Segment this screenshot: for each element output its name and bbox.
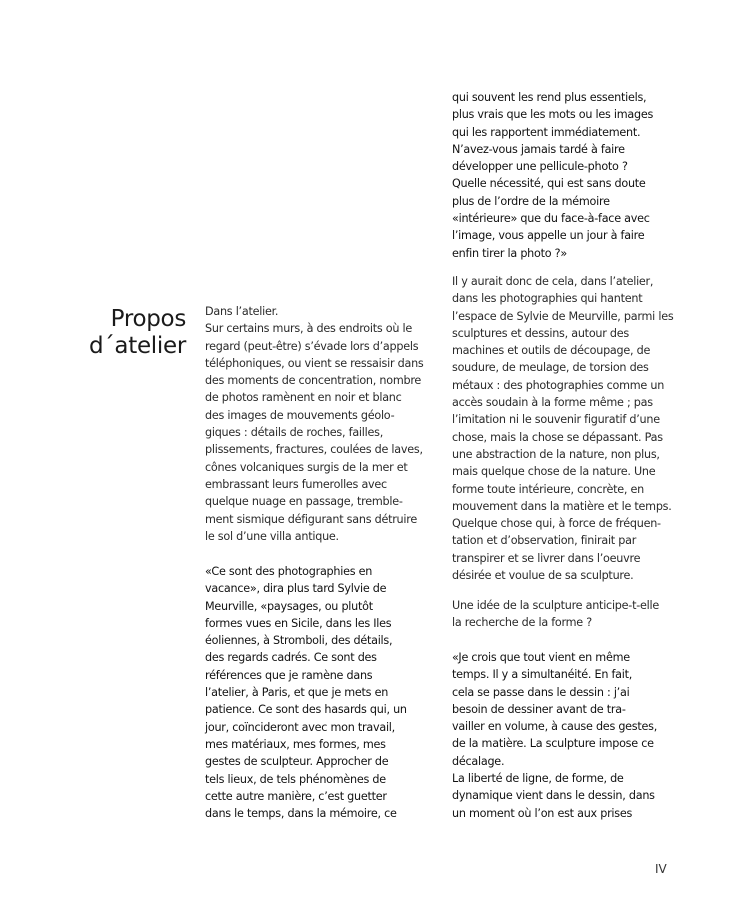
text-line: Sur certains murs, à des endroits où le	[205, 322, 413, 336]
text-line: plus de l’ordre de la mémoire	[452, 194, 610, 208]
right-paragraph-2	[452, 273, 678, 584]
text-line: enfin tirer la photo ?»	[452, 246, 567, 260]
text-line: l’image, vous appelle un jour à faire	[452, 229, 645, 243]
text-line: éoliennes, à Stromboli, des détails,	[205, 634, 393, 648]
text-line: giques : détails de roches, failles,	[205, 426, 384, 440]
text-line: chose, mais la chose se dépassant. Pas	[452, 430, 663, 444]
right-paragraph-3	[452, 597, 678, 632]
text-line: soudure, de meulage, de torsion des	[452, 361, 649, 375]
text-line: l’imitation ni le souvenir figuratif d’une	[452, 413, 660, 427]
text-line: désirée et voulue de sa sculpture.	[452, 569, 634, 583]
text-line: vailler en volume, à cause des gestes,	[452, 720, 658, 734]
text-line: de la matière. La sculpture impose ce	[452, 737, 654, 751]
text-line: Quelle nécessité, qui est sans doute	[452, 177, 646, 191]
text-line: temps. Il y a simultanéité. En fait,	[452, 668, 633, 682]
text-line: décalage.	[452, 754, 505, 768]
right-paragraph-1	[452, 89, 678, 262]
text-line: un moment où l’on est aux prises	[452, 806, 633, 820]
left-paragraph-1	[205, 303, 427, 545]
text-line: jour, coïncideront avec mon travail,	[205, 720, 395, 734]
section-title	[82, 306, 186, 360]
text-line: sculptures et dessins, autour des	[452, 326, 629, 340]
text-line: mouvement dans la matière et le temps.	[452, 499, 672, 513]
text-line: le sol d’une villa antique.	[205, 529, 339, 543]
text-line: mes matériaux, mes formes, mes	[205, 737, 386, 751]
text-line: des images de mouvements géolo-	[205, 408, 395, 422]
page-number: IV	[655, 862, 667, 876]
left-paragraph-2	[205, 563, 427, 822]
text-line: ment sismique défigurant sans détruire	[205, 512, 417, 526]
text-line: regard (peut-être) s’évade lors d’appels	[205, 339, 419, 353]
text-line: des regards cadrés. Ce sont des	[205, 651, 377, 665]
text-line: cela se passe dans le dessin : j’ai	[452, 685, 630, 699]
text-line: Quelque chose qui, à force de fréquen-	[452, 517, 661, 531]
text-line: Il y aurait donc de cela, dans l’atelier,	[452, 275, 654, 288]
text-line: vacance», dira plus tard Sylvie de	[205, 582, 387, 596]
text-line: l’atelier, à Paris, et que je mets en	[205, 686, 389, 700]
text-line: Meurville, «paysages, ou plutôt	[205, 599, 373, 613]
text-line: références que je ramène dans	[205, 668, 373, 682]
text-line: qui les rapportent immédiatement.	[452, 125, 641, 139]
text-line: cônes volcaniques surgis de la mer et	[205, 460, 408, 474]
text-line: une abstraction de la nature, non plus,	[452, 447, 660, 461]
text-line: dans le temps, dans la mémoire, ce	[205, 807, 397, 821]
text-line: Une idée de la sculpture anticipe-t-elle	[452, 599, 659, 612]
text-line: «Je crois que tout vient en même	[452, 651, 630, 664]
text-line: patience. Ce sont des hasards qui, un	[205, 703, 407, 717]
text-line: tels lieux, de tels phénomènes de	[205, 772, 386, 786]
text-line: l’espace de Sylvie de Meurville, parmi les	[452, 309, 674, 323]
text-line: embrassant leurs fumerolles avec	[205, 477, 387, 491]
text-line: plissements, fractures, coulées de laves,	[205, 443, 423, 457]
text-line: machines et outils de découpage, de	[452, 344, 651, 358]
text-line: développer une pellicule-photo ?	[452, 160, 628, 174]
text-line: formes vues en Sicile, dans les Iles	[205, 616, 392, 630]
text-line: dynamique vient dans le dessin, dans	[452, 789, 655, 803]
text-line: transpirer et se livrer dans l’oeuvre	[452, 551, 641, 565]
text-line: dans les photographies qui hantent	[452, 292, 643, 306]
section-title-line-1: Propos	[110, 306, 186, 332]
text-line: des moments de concentration, nombre	[205, 374, 422, 388]
text-line: la recherche de la forme ?	[452, 616, 592, 630]
text-line: La liberté de ligne, de forme, de	[452, 772, 624, 786]
text-line: Dans l’atelier.	[205, 305, 279, 318]
right-paragraph-4	[452, 649, 678, 822]
text-line: métaux : des photographies comme un	[452, 378, 665, 392]
text-line: accès soudain à la forme même ; pas	[452, 396, 653, 410]
text-line: tation et d’observation, finirait par	[452, 534, 637, 548]
text-line: «intérieure» que du face-à-face avec	[452, 212, 650, 226]
text-line: mais quelque chose de la nature. Une	[452, 465, 656, 479]
text-line: quelque nuage en passage, tremble-	[205, 495, 403, 509]
text-line: qui souvent les rend plus essentiels,	[452, 91, 647, 104]
text-line: de photos ramènent en noir et blanc	[205, 391, 402, 405]
text-line: «Ce sont des photographies en	[205, 565, 373, 578]
text-line: gestes de sculpteur. Approcher de	[205, 755, 389, 769]
section-title-line-2: d´atelier	[88, 333, 186, 359]
text-line: forme toute intérieure, concrète, en	[452, 482, 644, 496]
text-line: cette autre manière, c’est guetter	[205, 789, 387, 803]
text-line: N’avez-vous jamais tardé à faire	[452, 142, 625, 156]
text-line: téléphoniques, ou vient se ressaisir dans	[205, 356, 424, 370]
text-line: besoin de dessiner avant de tra-	[452, 702, 626, 716]
text-line: plus vrais que les mots ou les images	[452, 108, 654, 122]
